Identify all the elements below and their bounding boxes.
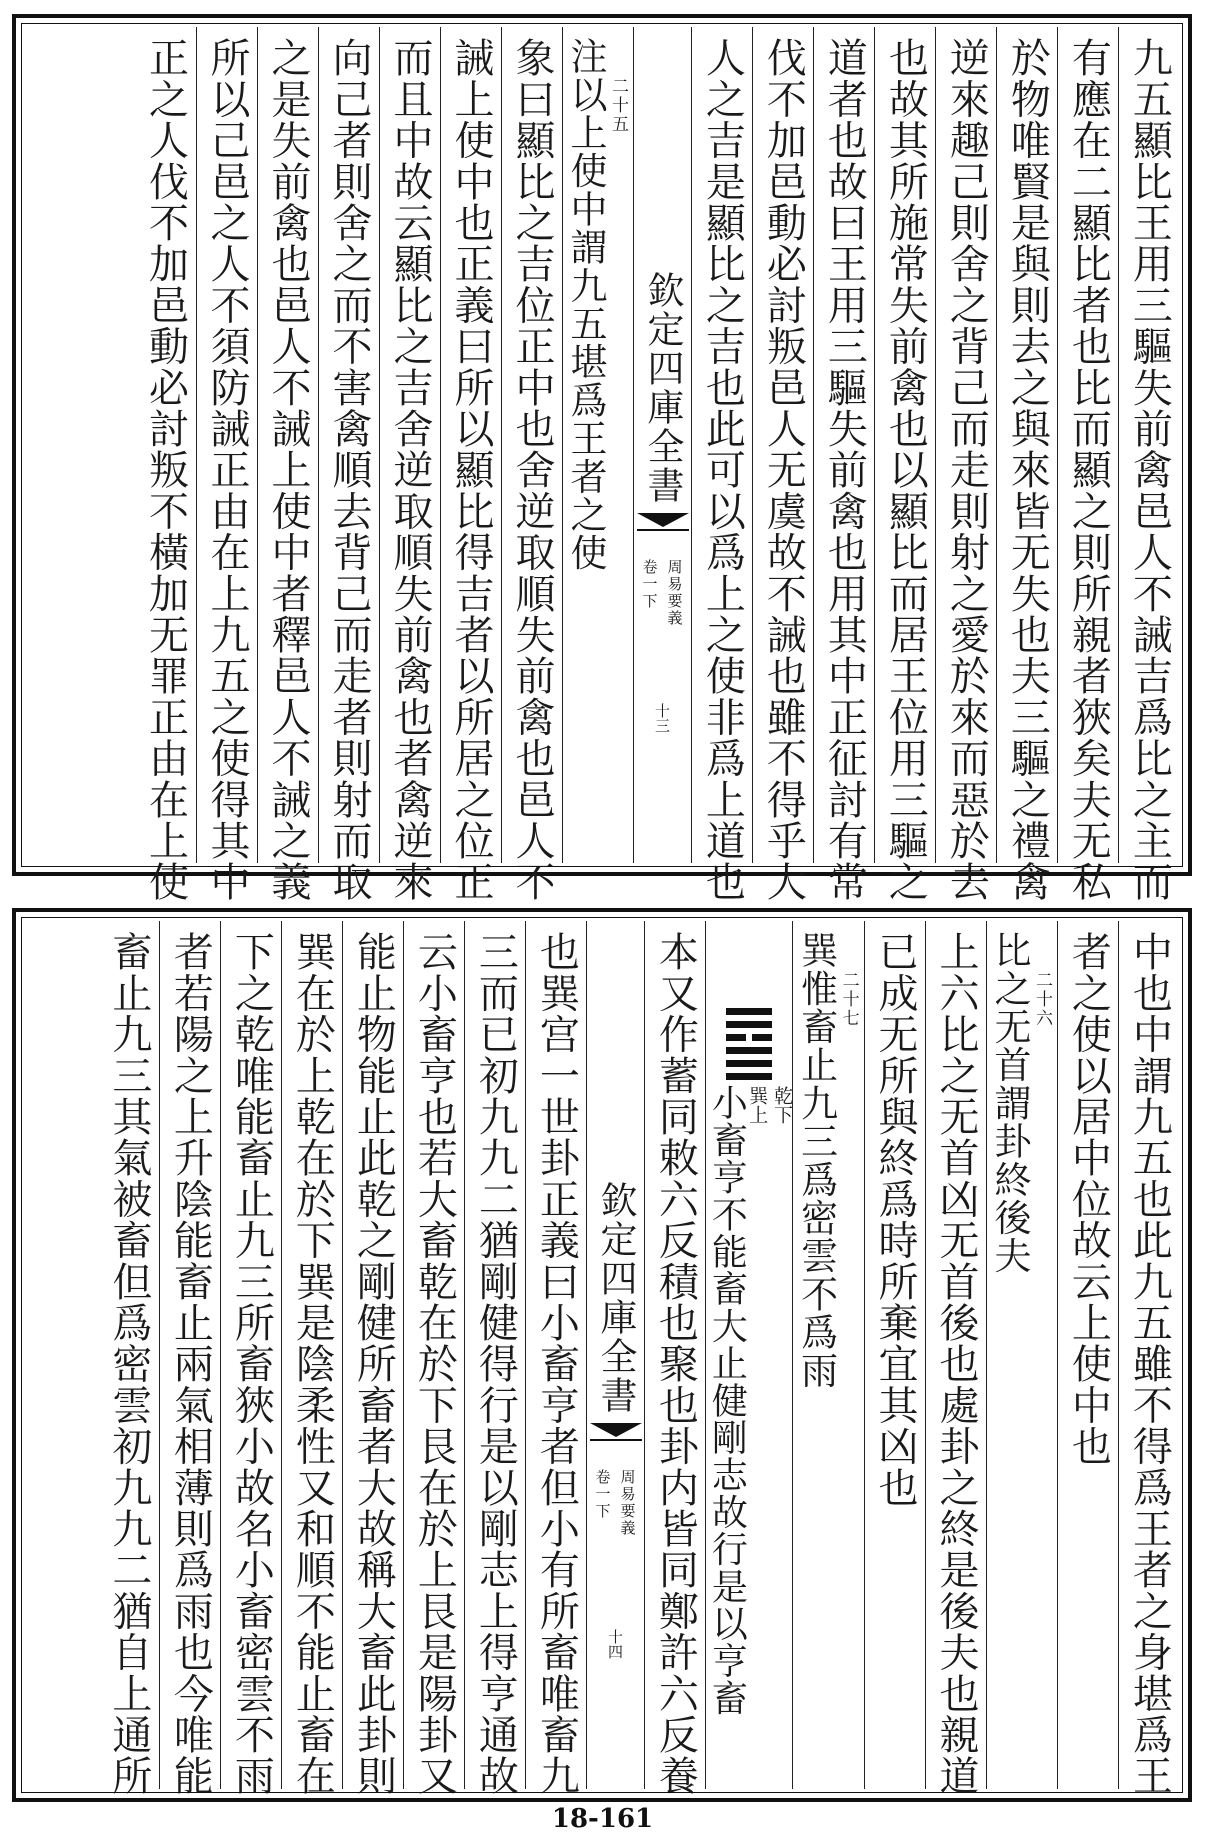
hexagram-line [726, 1047, 772, 1054]
note-number: 二十六 [1032, 971, 1052, 1028]
center-volume: 卷一下 [640, 559, 659, 610]
column-text: 中也中謂九五也此九五雖不得爲王者之身堪爲王 [1126, 931, 1173, 1797]
text-column [644, 921, 705, 1797]
column-text: 畜止九三其氣被畜但爲密雲初九九二猶自上通所 [105, 931, 152, 1797]
text-column [1118, 921, 1179, 1797]
text-column [691, 27, 752, 903]
fishtail-line [637, 529, 689, 537]
text-column [813, 27, 874, 903]
text-column [257, 27, 318, 903]
column-text: 九五顯比王用三驅失前禽邑人不誡吉爲比之主而 [1126, 37, 1173, 903]
text-column [501, 27, 562, 903]
top-page-columns [25, 27, 1179, 903]
page-footer-number: 18-161 [551, 1804, 654, 1834]
text-column [935, 27, 996, 903]
column-text: 有應在二顯比者也比而顯之則所親者狹矣夫无私 [1065, 37, 1112, 903]
center-gutter [586, 921, 644, 1789]
text-column [281, 921, 342, 1797]
center-book-title: 欽定四庫全書 [594, 1181, 638, 1415]
text-column [925, 921, 986, 1797]
text-column [98, 921, 159, 1797]
column-text: 正之人伐不加邑動必討叛不橫加无罪正由在上使 [142, 37, 189, 903]
note-text: 比之无首謂卦終後夫 [988, 931, 1031, 1275]
column-text: 上六比之无首凶无首後也處卦之終是後夫也親道 [932, 931, 979, 1797]
hexagram-line [726, 1073, 772, 1080]
text-column [864, 921, 925, 1789]
column-text: 而且中故云顯比之吉舍逆取順失前禽也者禽逆來 [386, 37, 433, 903]
column-text: 能止物能止此乾之剛健所畜者大故稱大畜此卦則 [350, 931, 397, 1797]
note-text: 巽惟畜止九三爲密雲不爲雨 [794, 931, 838, 1390]
center-book-name: 周易要義 [618, 1469, 637, 1537]
note-number: 二十七 [838, 971, 859, 1028]
center-page-number: 十四 [606, 1629, 625, 1659]
column-text: 象曰顯比之吉位正中也舍逆取順失前禽也邑人不 [508, 37, 555, 903]
text-column [1118, 27, 1179, 903]
text-column [996, 27, 1057, 903]
fishtail-mark [637, 513, 689, 527]
text-column [752, 27, 813, 903]
hexagram-xiaochu [726, 1008, 772, 1080]
fishtail-line [590, 1439, 642, 1447]
column-text: 者之使以居中位故云上使中也 [1065, 931, 1112, 1467]
text-column [135, 27, 196, 903]
center-subtitle [593, 1469, 639, 1537]
text-column [403, 921, 464, 1797]
center-subtitle [640, 559, 686, 627]
text-column [525, 921, 586, 1797]
bottom-page-columns [25, 921, 1179, 1797]
trigram-lower-label: 乾下 [771, 1085, 794, 1124]
hexagram-line [726, 1021, 772, 1028]
center-volume: 卷一下 [593, 1469, 612, 1520]
hexagram-line [726, 1008, 772, 1015]
bottom-page [12, 908, 1192, 1802]
note-text: 注以上使中謂九五堪爲王者之使 [564, 37, 607, 572]
trigram-labels [746, 1086, 792, 1716]
column-text: 逆來趣己則舍之背己而走則射之愛於來而惡於去 [943, 37, 990, 903]
center-book-name: 周易要義 [665, 559, 684, 627]
top-page [12, 14, 1192, 903]
text-column [318, 27, 379, 903]
text-column [1057, 921, 1118, 1789]
text-column [379, 27, 440, 903]
column-text: 人之吉是顯比之吉也此可以爲上之使非爲上道也 [699, 37, 746, 903]
column-text: 巽在於上乾在於下巽是陰柔性又和順不能止畜在 [289, 931, 336, 1797]
column-text: 於物唯賢是與則去之與來皆无失也夫三驅之禮禽 [1004, 37, 1051, 903]
text-column [159, 921, 220, 1797]
trigram-upper-label: 巽上 [746, 1085, 769, 1124]
column-text: 者若陽之上升陰能畜止兩氣相薄則爲雨也今唯能 [167, 931, 214, 1797]
hexagram-column-body [706, 1080, 792, 1716]
text-column [440, 27, 501, 903]
text-column [464, 921, 525, 1797]
column-text: 已成无所與終爲時所棄宜其凶也 [871, 931, 918, 1508]
text-column [342, 921, 403, 1797]
center-gutter [633, 27, 691, 863]
column-text: 本又作蓄同敕六反積也聚也卦内皆同鄭許六反養 [652, 931, 699, 1797]
text-column [1057, 27, 1118, 903]
column-text: 向己者則舍之而不害禽順去背己而走者則射而取 [325, 37, 372, 903]
column-text: 伐不加邑動必討叛邑人无虞故不誡也雖不得乎大 [760, 37, 807, 903]
column-text: 所以己邑之人不須防誡正由在上九五之使得其中 [203, 37, 250, 903]
text-column [196, 27, 257, 903]
column-text: 云小畜亨也若大畜乾在於下艮在於上艮是陽卦又 [411, 931, 458, 1797]
note-number: 二十五 [608, 77, 628, 134]
center-book-title: 欽定四庫全書 [641, 271, 684, 505]
column-text: 也故其所施常失前禽也以顯比而居王位用三驅之 [882, 37, 929, 903]
column-text: 下之乾唯能畜止九三所畜狹小故名小畜密雲不雨 [228, 931, 275, 1797]
center-page-number: 十三 [653, 703, 671, 733]
column-text: 也巽宫一世卦正義曰小畜亨者但小有所畜唯畜九 [533, 931, 580, 1797]
text-column [986, 921, 1057, 1789]
column-text: 三而已初九九二猶剛健得行是以剛志上得亨通故 [472, 931, 519, 1797]
text-column [562, 27, 633, 863]
column-text: 之是失前禽也邑人不誡上使中者釋邑人不誡之義 [264, 37, 311, 903]
column-text: 小畜亨不能畜大止健剛志故行是以亨畜 [706, 1083, 748, 1717]
column-text: 誡上使中也正義曰所以顯比得吉者以所居之位正 [447, 37, 494, 903]
text-column [874, 27, 935, 903]
hexagram-line [726, 1060, 772, 1067]
text-column [220, 921, 281, 1797]
fishtail-mark [590, 1423, 642, 1437]
hexagram-line [726, 1034, 772, 1041]
column-text: 道者也故曰王用三驅失前禽也用其中正征討有常 [821, 37, 868, 903]
text-column [705, 921, 792, 1789]
text-column [792, 921, 863, 1789]
